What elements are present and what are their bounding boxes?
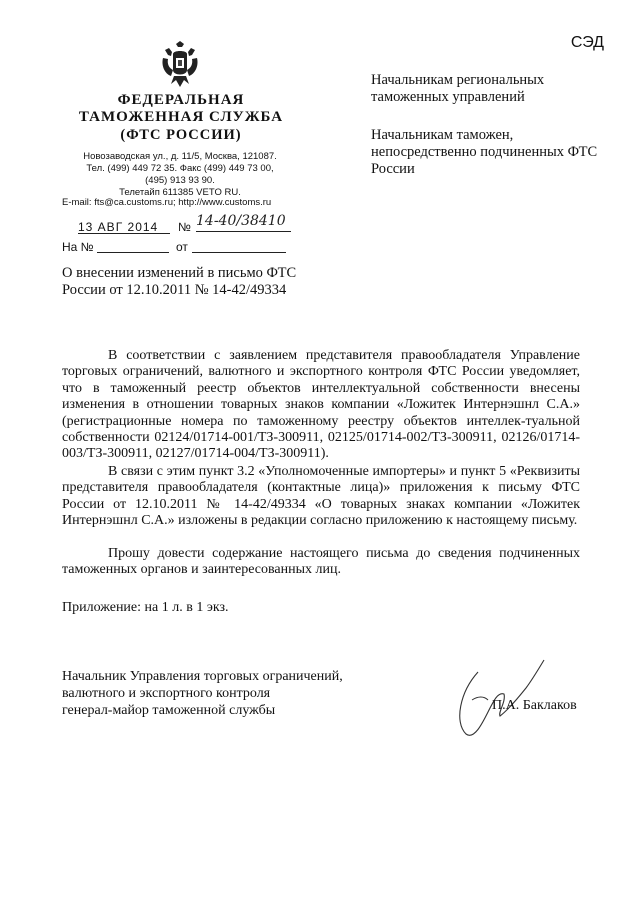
signatory-name: П.А. Баклаков: [492, 698, 577, 713]
reference-number-label: На №: [62, 240, 94, 254]
registration-date: 13 АВГ 2014: [78, 220, 159, 234]
registration-date-field: [78, 218, 170, 234]
handwritten-signature-icon: [448, 652, 558, 742]
reference-number-line: [97, 252, 169, 253]
addressee-2: Начальникам таможен, непосредственно подчиненных ФТС России: [371, 127, 598, 177]
body-paragraph-3: Прошу довести содержание настоящего письма до сведения подчиненных таможенных органов и заинтересованных лиц.: [62, 546, 580, 578]
body-paragraph-2: В связи с этим пункт 3.2 «Уполномоченные импортеры» и пункт 5 «Реквизиты представителя правообладателя (контактные лица)» приложения к письму ФТС России от 12.10.2011 № 14-42/49334 «О товарных знаках компании «Ложитек Интернэшнл С.А.» изложены в редакции согласно приложению к настоящему письму.: [62, 464, 580, 529]
body-paragraph-1: В соответствии с заявлением представителя правообладателя Управление торговых ограничений, валютного и экспортного контроля ФТС России уведомляет, что в таможенный реестр объектов интеллектуальной собственности внесены изменения в отношении товарных знаков компании «Ложитек Интернэшнл С.А.» (регистрационные номера по таможенному реестру объектов интеллек-туальной собственности 02124/01714-001/ТЗ-300911, 02125/01714-002/ТЗ-300911, 02126/01714-003/ТЗ-300911, 02127/01714-004/ТЗ-300911).: [62, 348, 580, 462]
document-marker: СЭД: [570, 34, 604, 51]
number-label: №: [178, 220, 191, 234]
reference-date-label: от: [176, 240, 188, 254]
contact-address: Новозаводская ул., д. 11/5, Москва, 121087.: [83, 151, 277, 162]
org-name-line3: (ФТС РОССИИ): [120, 127, 242, 143]
attachment-note: Приложение: на 1 л. в 1 экз.: [62, 600, 229, 615]
contact-phone: Тел. (499) 449 72 35. Факс (499) 449 73 00,: [86, 163, 274, 174]
coat-of-arms-icon: [159, 40, 201, 90]
reference-date-line: [192, 252, 286, 253]
addressee-1: Начальникам региональных таможенных управлений: [371, 72, 545, 105]
org-contacts: [60, 151, 300, 199]
letter-subject: О внесении изменений в письмо ФТС России от 12.10.2011 № 14-42/49334: [62, 265, 297, 298]
signatory-position-line2: валютного и экспортного контроля: [62, 686, 271, 701]
signatory-position: [62, 668, 392, 719]
contact-email: E-mail: fts@ca.customs.ru; http://www.customs.ru: [62, 197, 272, 208]
registration-number-field: [196, 212, 291, 232]
registration-number: 14-40/38410: [196, 213, 286, 229]
org-name-line1: ФЕДЕРАЛЬНАЯ: [117, 92, 245, 108]
contact-phone2: (495) 913 93 90.: [145, 175, 215, 186]
contact-teletype: Телетайп 611385 VETO RU.: [119, 187, 241, 198]
org-name-line2: ТАМОЖЕННАЯ СЛУЖБА: [78, 109, 284, 125]
signatory-position-line3: генерал-майор таможенной службы: [62, 703, 276, 718]
signatory-position-line1: Начальник Управления торговых ограничений,: [62, 669, 343, 684]
